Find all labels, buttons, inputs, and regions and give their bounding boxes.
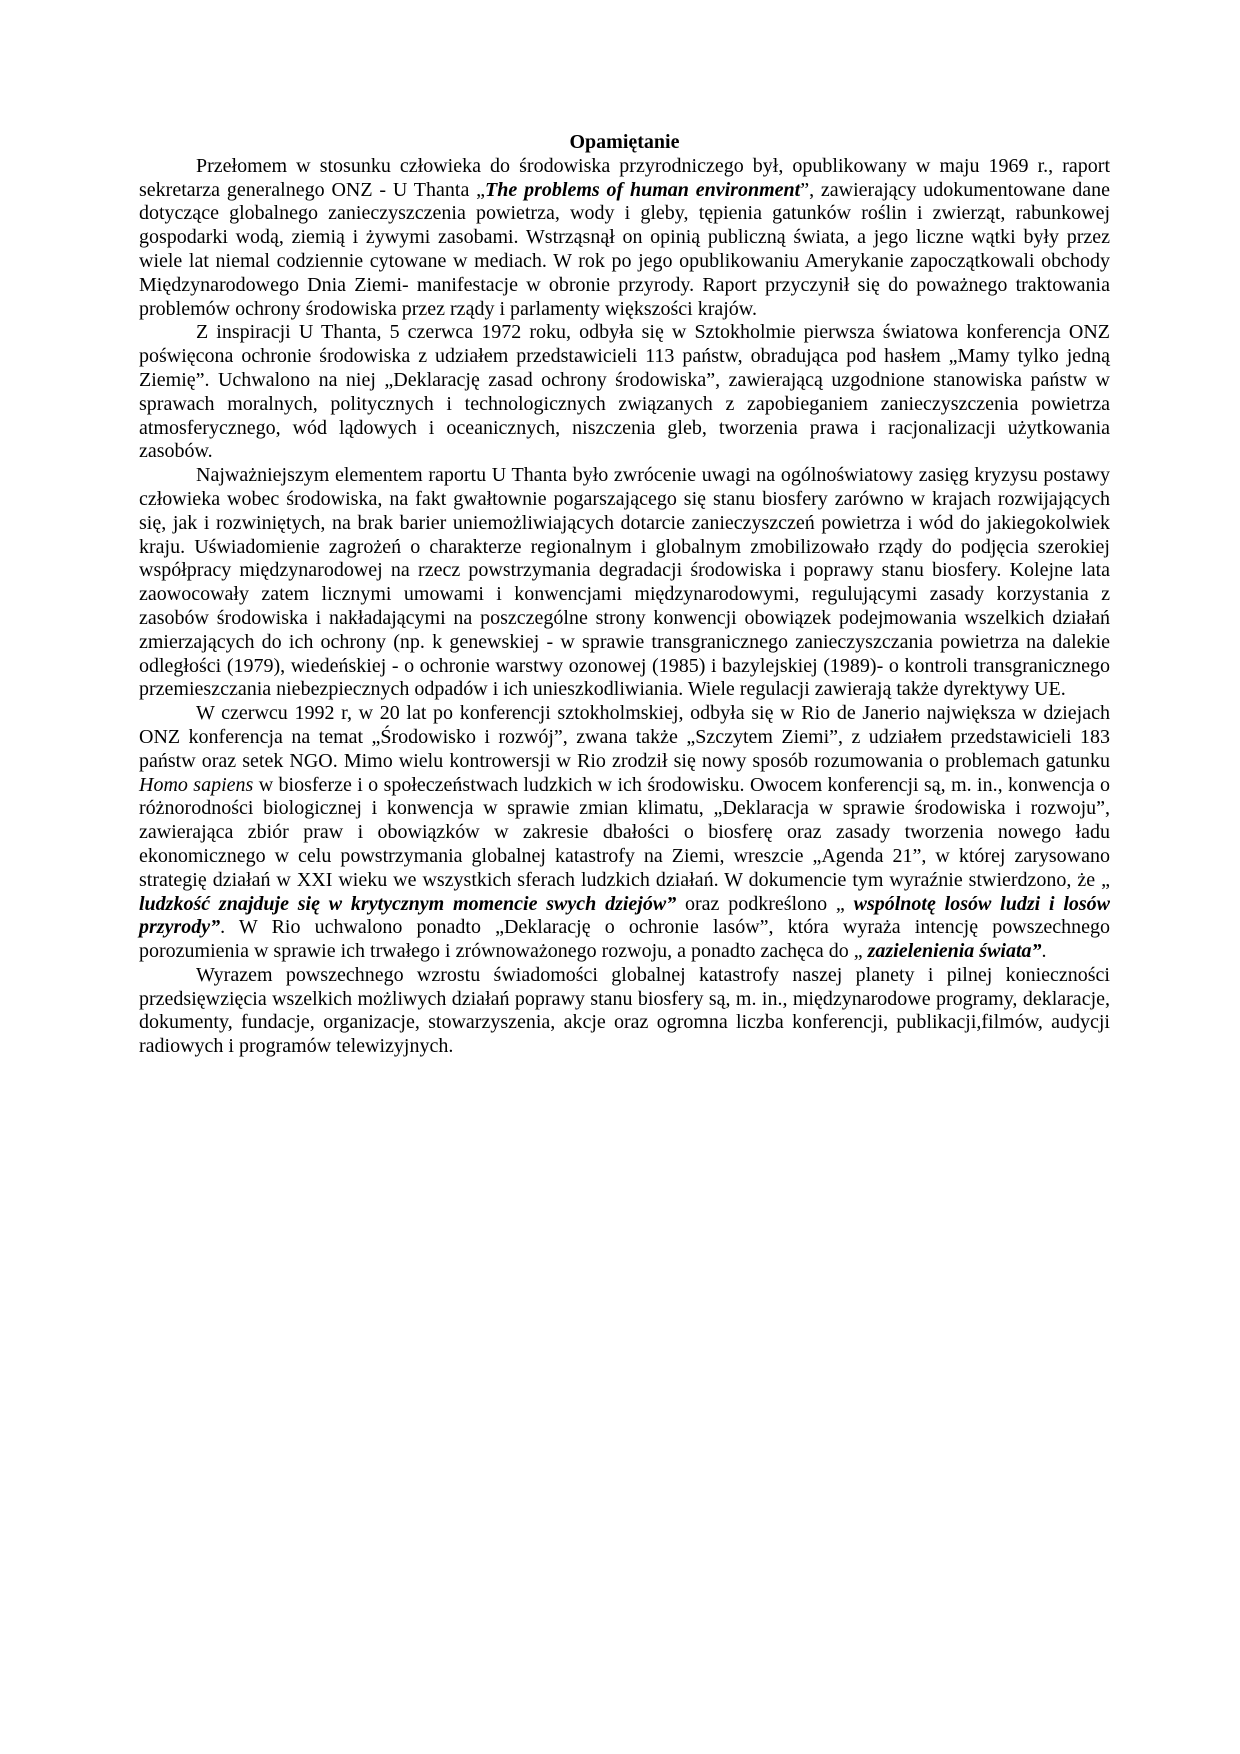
text-segment-normal: Wyrazem powszechnego wzrostu świadomości globalnej katastrofy naszej planety i pilnej konieczności przedsięwzięcia wszelkich możliwych działań poprawy stanu biosfery są, m. in., międzynarodowe programy, deklaracje, dokumenty, fundacje, organizacje, stowarzyszenia, akcje oraz ogromna liczba konferencji, publikacji,filmów, audycji radiowych i programów telewizyjnych. (139, 963, 1110, 1058)
text-segment-normal: . W Rio uchwalono ponadto „Deklarację o ochronie lasów”, która wyraża intencję powszechnego porozumienia w sprawie ich trwałego i zrównoważonego rozwoju, a ponadto zachęca do „ (139, 916, 1110, 963)
text-segment-normal: w biosferze i o społeczeństwach ludzkich w ich środowisku. Owocem konferencji są, m. in., konwencja o różnorodności biologicznej i konwencja w sprawie zmian klimatu, „Deklaracja w sprawie środowiska i rozwoju”, zawierająca zbiór praw i obowiązków w zakresie dbałości o biosferę oraz zasady tworzenia nowego ładu ekonomicznego w celu powstrzymania globalnej katastrofy na Ziemi, wreszcie „Agenda 21”, w której zarysowano strategię działań w XXI wieku we wszystkich sferach ludzkich działań. W dokumencie tym wyraźnie stwierdzono, że „ (139, 773, 1111, 891)
paragraph (139, 964, 1110, 1059)
document-body (139, 155, 1110, 1059)
paragraph (139, 702, 1110, 964)
text-segment-bold-italic: wspólnotę losów ludzi i losów przyrody” (139, 892, 1111, 939)
text-segment-normal: Przełomem w stosunku człowieka do środowiska przyrodniczego był, opublikowany w maju 1969 r., raport sekretarza generalnego ONZ - U Thanta „ (139, 154, 1110, 201)
paragraph (139, 464, 1110, 702)
paragraph (139, 155, 1110, 322)
text-segment-normal: oraz podkreślono „ (676, 892, 854, 915)
document-title: Opamiętanie (569, 131, 680, 153)
text-segment-normal: ”, zawierający udokumentowane dane dotyczące globalnego zanieczyszczenia powietrza, wody i gleby, tępienia gatunków roślin i zwierząt, rabunkowej gospodarki wodą, ziemią i żywymi zasobami. Wstrząsnął on opinią publiczną świata, a jego liczne wątki były przez wiele lat niemal codziennie cytowane w mediach. W rok po jego opublikowaniu Amerykanie zapoczątkowali obchody Międzynarodowego Dnia Ziemi- manifestacje w obronie przyrody. Raport przyczynił się do poważnego traktowania problemów ochrony środowiska przez rządy i parlamenty większości krajów. (139, 178, 1111, 320)
text-segment-italic: Homo sapiens (139, 773, 254, 796)
text-segment-normal: Z inspiracji U Thanta, 5 czerwca 1972 roku, odbyła się w Sztokholmie pierwsza światowa konferencja ONZ poświęcona ochronie środowiska z udziałem przedstawicieli 113 państw, obradująca pod hasłem „Mamy tylko jedną Ziemię”. Uchwalono na niej „Deklarację zasad ochrony środowiska”, zawierającą uzgodnione stanowiska państw w sprawach moralnych, politycznych i technologicznych związanych z zapobieganiem zanieczyszczenia powietrza atmosferycznego, wód lądowych i oceanicznych, niszczenia gleb, tworzenia prawa i racjonalizacji użytkowania zasobów. (139, 321, 1110, 463)
text-segment-normal: . (1041, 940, 1047, 963)
text-segment-bold-italic: ludzkość znajduje się w krytycznym momencie swych dziejów” (139, 892, 677, 915)
text-segment-bold-italic: The problems of human environment (485, 178, 801, 201)
text-segment-bold-italic: zazielenienia świata” (867, 940, 1042, 963)
paragraph (139, 321, 1110, 464)
text-segment-normal: Najważniejszym elementem raportu U Thanta było zwrócenie uwagi na ogólnoświatowy zasięg kryzysu postawy człowieka wobec środowiska, na fakt gwałtownie pogarszającego się stanu biosfery zarówno w krajach rozwijających się, jak i rozwiniętych, na brak barier uniemożliwiających dotarcie zanieczyszczeń powietrza i wód do jakiegokolwiek kraju. Uświadomienie zagrożeń o charakterze regionalnym i globalnym zmobilizowało rządy do podjęcia szerokiej współpracy międzynarodowej na rzecz powstrzymania degradacji środowiska i poprawy stanu biosfery. Kolejne lata zaowocowały zatem licznymi umowami i konwencjami międzynarodowymi, regulującymi zasady korzystania z zasobów środowiska i nakładającymi na poszczególne strony konwencji obowiązek podejmowania wszelkich działań zmierzających do ich ochrony (np. k genewskiej - w sprawie transgranicznego zanieczyszczania powietrza na dalekie odległości (1979), wiedeńskiej - o ochronie warstwy ozonowej (1985) i bazylejskiej (1989)- o kontroli transgranicznego przemieszczania niebezpiecznych odpadów i ich unieszkodliwiania. Wiele regulacji zawierają także dyrektywy UE. (139, 464, 1110, 701)
text-segment-normal: W czerwcu 1992 r, w 20 lat po konferencji sztokholmskiej, odbyła się w Rio de Janerio największa w dziejach ONZ konferencja na temat „Środowisko i rozwój”, zwana także „Szczytem Ziemi”, z udziałem przedstawicieli 183 państw oraz setek NGO. Mimo wielu kontrowersji w Rio zrodził się nowy sposób rozumowania o problemach gatunku (139, 702, 1110, 772)
